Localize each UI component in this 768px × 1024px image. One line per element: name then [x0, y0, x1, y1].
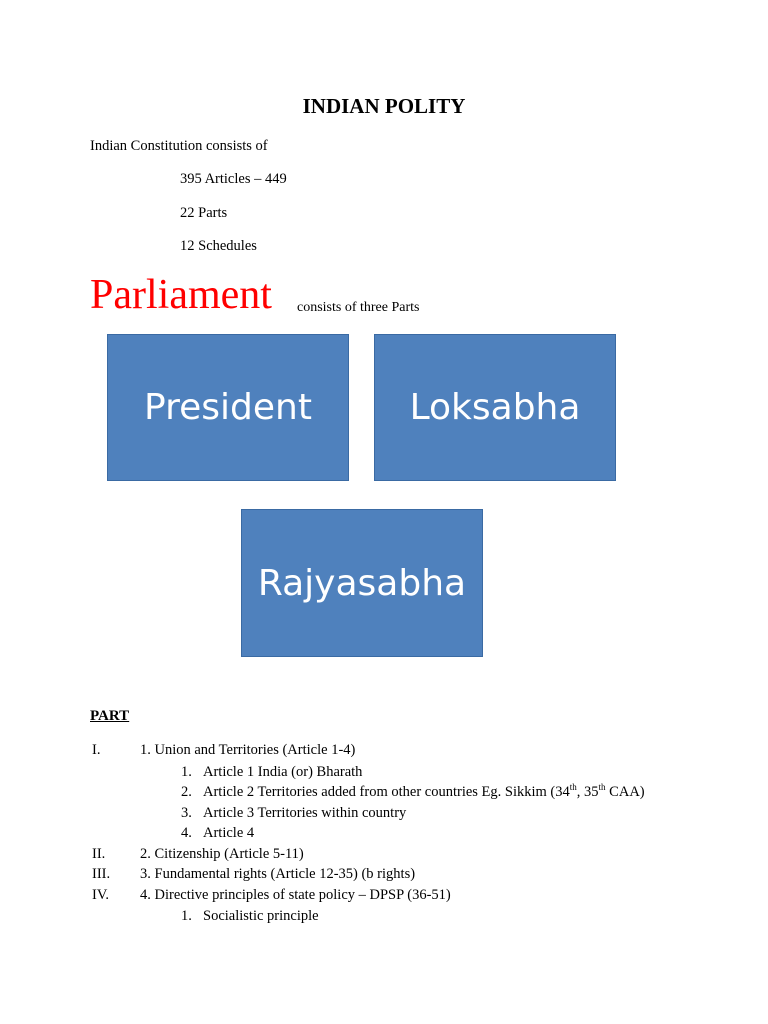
part-heading: PART — [90, 708, 130, 724]
sub-item-num: 4. — [181, 825, 192, 841]
part-roman: III. — [92, 866, 111, 882]
parliament-heading: Parliament — [90, 272, 272, 318]
sub-item-num: 3. — [181, 805, 192, 821]
part-text: 4. Directive principles of state policy – DPSP (36-51) — [140, 887, 451, 903]
sub-item-text: Socialistic principle — [203, 908, 319, 924]
sub-item-num: 1. — [181, 908, 192, 924]
fact-schedules: 12 Schedules — [180, 238, 257, 254]
sub-item-num: 2. — [181, 784, 192, 800]
sub-item-text: Article 1 India (or) Bharath — [203, 764, 363, 780]
intro-text: Indian Constitution consists of — [90, 138, 268, 154]
part-roman: IV. — [92, 887, 110, 903]
parliament-subtitle: consists of three Parts — [297, 300, 420, 315]
fact-parts: 22 Parts — [180, 205, 228, 221]
box-rajyasabha: Rajyasabha — [241, 509, 483, 657]
part-roman: II. — [92, 846, 106, 862]
part-text: 1. Union and Territories (Article 1-4) — [140, 742, 356, 758]
part-roman: I. — [92, 742, 101, 758]
box-president: President — [107, 334, 349, 481]
box-loksabha: Loksabha — [374, 334, 616, 481]
sub-item-text: Article 4 — [203, 825, 255, 841]
sub-item-text: Article 2 Territories added from other countries Eg. Sikkim (34th, 35th CAA) — [203, 782, 645, 800]
part-text: 3. Fundamental rights (Article 12-35) (b rights) — [140, 866, 416, 882]
fact-articles: 395 Articles – 449 — [180, 171, 287, 187]
part-text: 2. Citizenship (Article 5-11) — [140, 846, 304, 862]
page-title: INDIAN POLITY — [302, 94, 466, 118]
sub-item-text: Article 3 Territories within country — [203, 805, 407, 821]
sub-item-num: 1. — [181, 764, 192, 780]
